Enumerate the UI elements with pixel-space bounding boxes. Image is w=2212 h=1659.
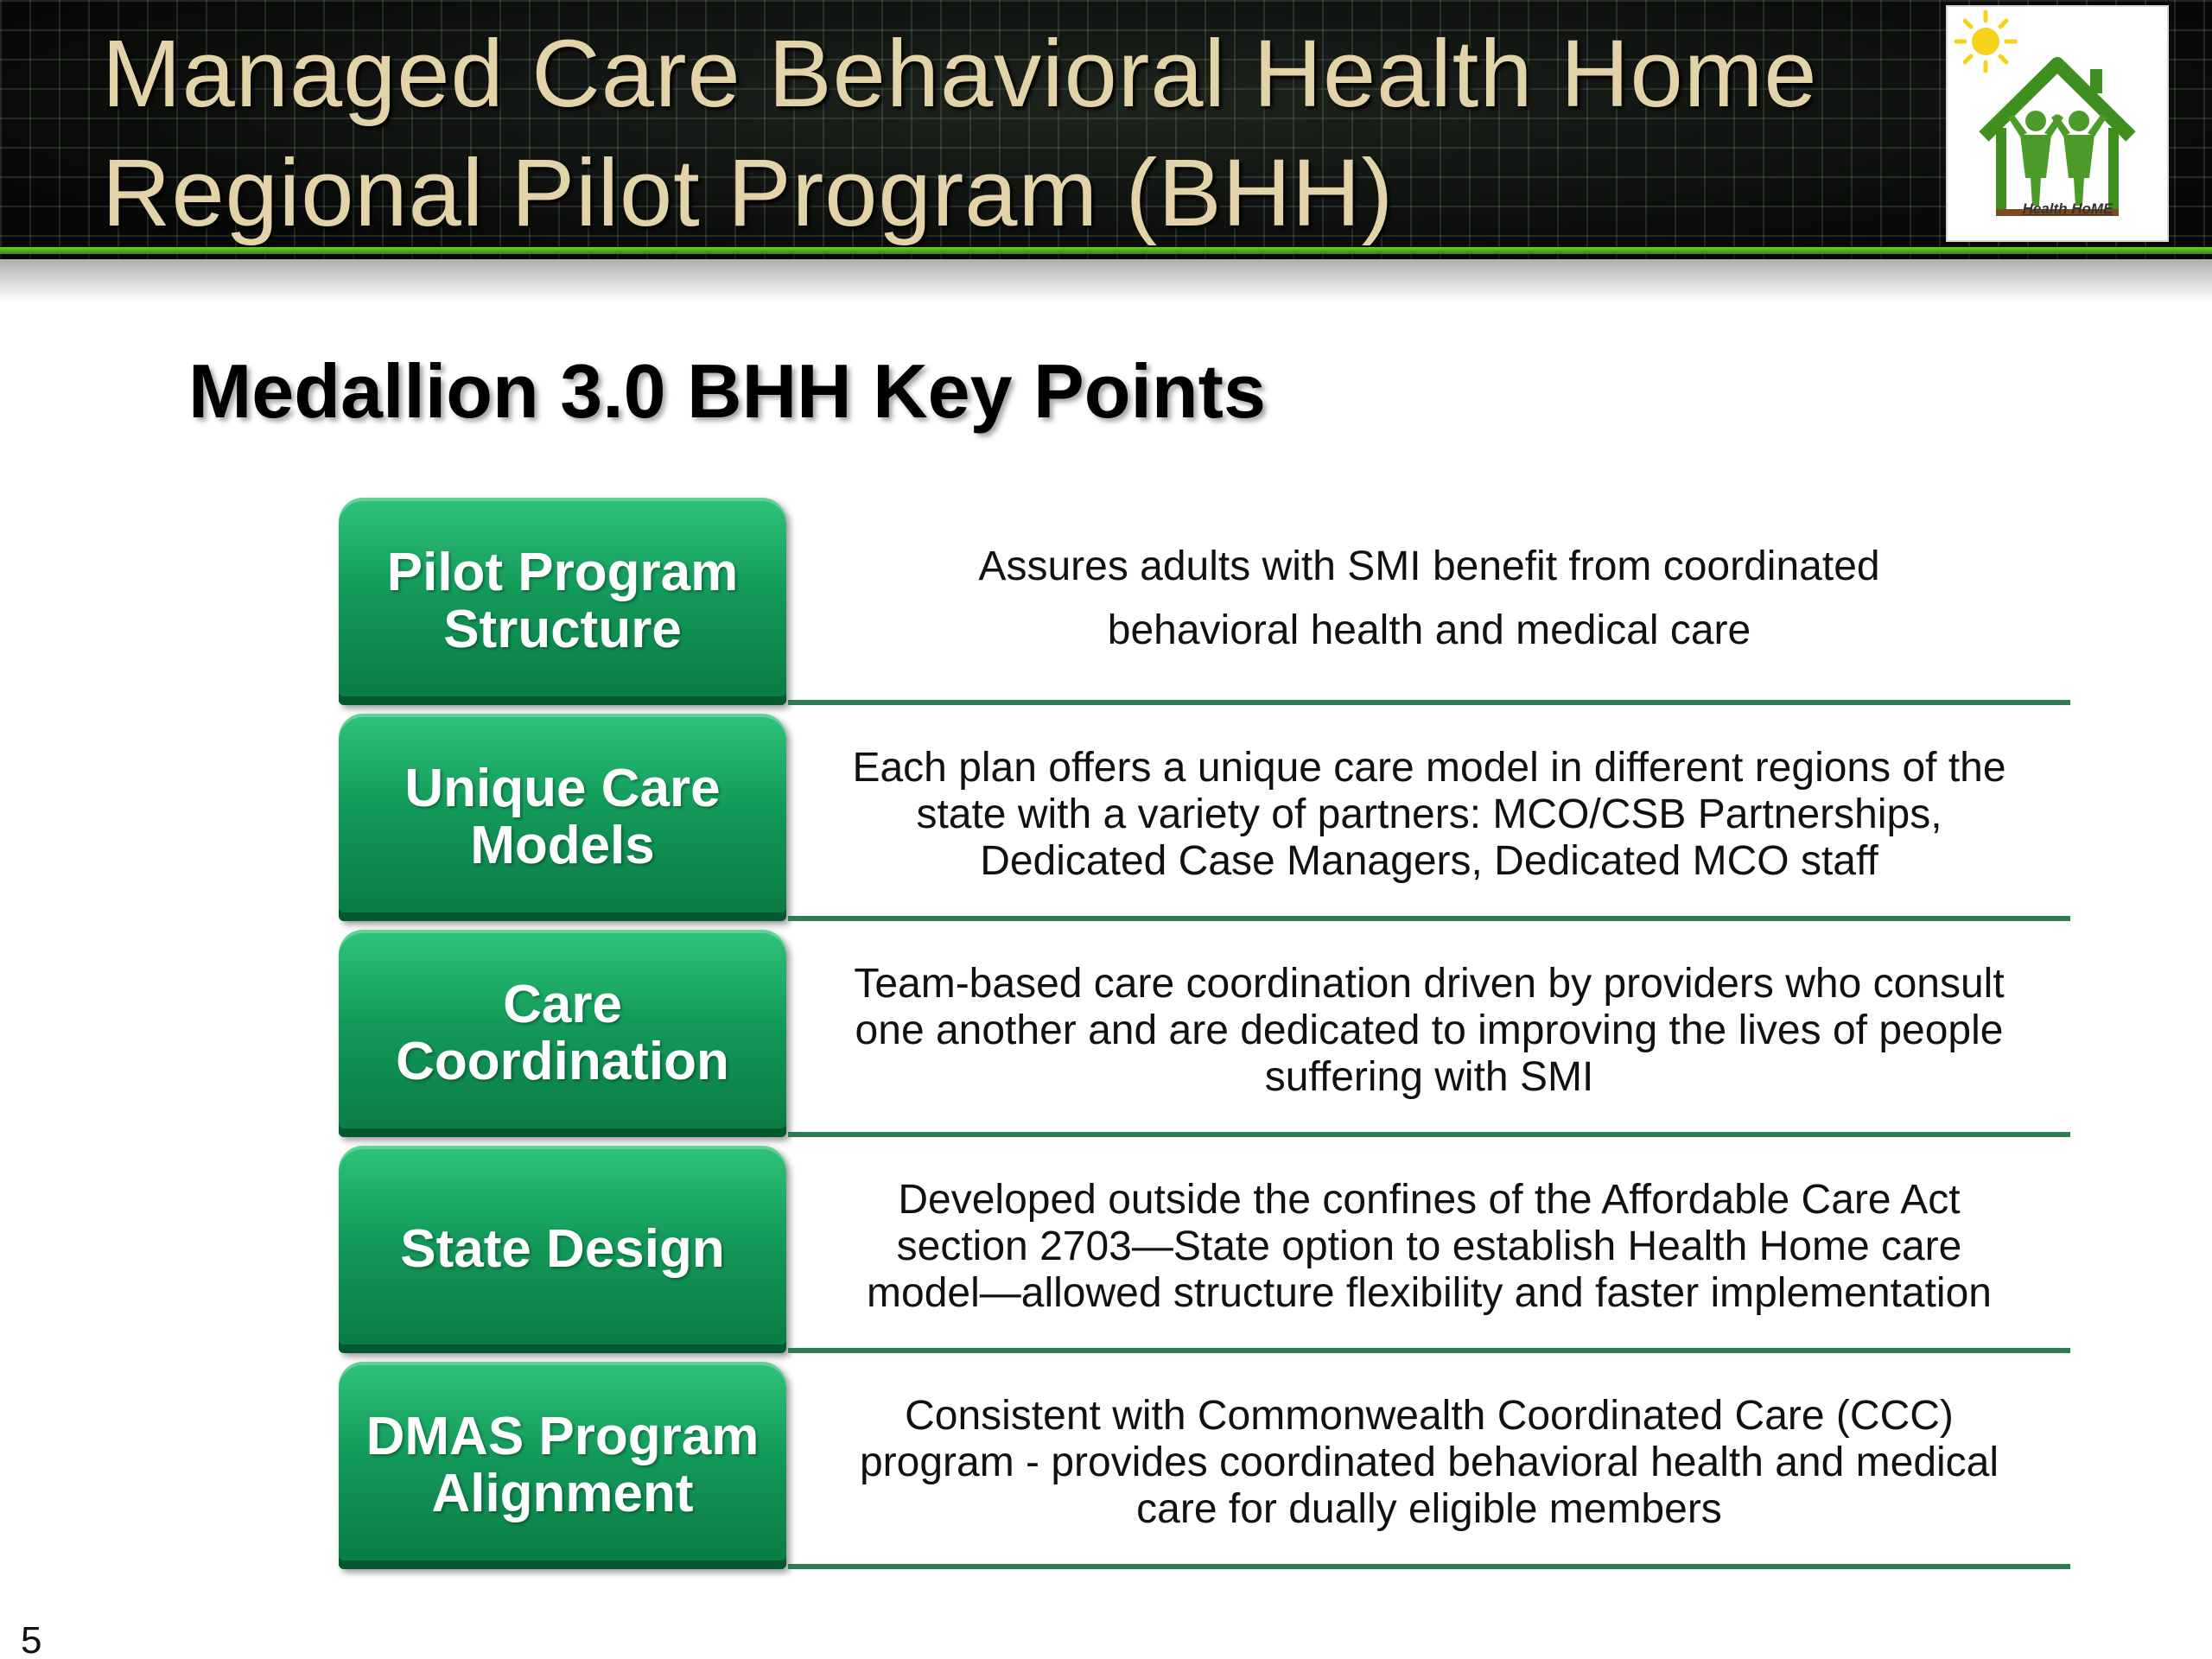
key-point-label: Care Coordination <box>396 975 729 1091</box>
page-subtitle: Medallion 3.0 BHH Key Points <box>188 348 1266 434</box>
key-point-row-unique-care-models <box>339 714 2070 921</box>
key-point-row-pilot-program-structure <box>339 498 2070 705</box>
key-point-label-box <box>339 1362 786 1569</box>
key-point-label: DMAS Program Alignment <box>365 1407 760 1523</box>
header-accent-line <box>0 247 2212 254</box>
header-banner <box>0 0 2212 259</box>
key-point-label-box <box>339 498 786 705</box>
health-home-logo <box>1946 5 2169 242</box>
row-divider <box>788 916 2070 921</box>
row-divider <box>788 700 2070 705</box>
key-point-description: Assures adults with SMI benefit from coordinated behavioral health and medical care <box>978 543 1880 653</box>
logo-caption: Health HoME <box>2022 200 2113 217</box>
key-point-label-box <box>339 1146 786 1353</box>
key-point-description: Consistent with Commonwealth Coordinated Care (CCC) program - provides coordinated behavioral health and medical care for dually eligible members <box>859 1393 1999 1532</box>
key-point-label: State Design <box>400 1219 725 1279</box>
key-point-description: Each plan offers a unique care model in different regions of the state with a variety of partners: MCO/CSB Partnerships, Dedicated Case Managers, Dedicated MCO staff <box>852 745 2006 884</box>
key-point-label: Pilot Program Structure <box>386 543 739 659</box>
header-shadow <box>0 254 2212 302</box>
key-point-label-box <box>339 714 786 921</box>
key-point-label: Unique Care Models <box>404 759 721 875</box>
row-divider <box>788 1564 2070 1569</box>
key-point-description: Team-based care coordination driven by providers who consult one another and are dedicated to improving the lives of people suffering with SMI <box>854 961 2005 1100</box>
key-point-label-box <box>339 930 786 1137</box>
key-point-row-care-coordination <box>339 930 2070 1137</box>
row-divider <box>788 1132 2070 1137</box>
title-line-1: Managed Care Behavioral Health Home <box>102 21 1818 127</box>
key-point-row-state-design <box>339 1146 2070 1353</box>
title-line-2: Regional Pilot Program (BHH) <box>102 140 1395 246</box>
key-point-description: Developed outside the confines of the Affordable Care Act section 2703—State option to establish Health Home care model—allowed structure flexibility and faster implementation <box>867 1177 1992 1316</box>
row-divider <box>788 1348 2070 1353</box>
key-point-row-dmas-program-alignment <box>339 1362 2070 1569</box>
page-number: 5 <box>21 1619 42 1659</box>
